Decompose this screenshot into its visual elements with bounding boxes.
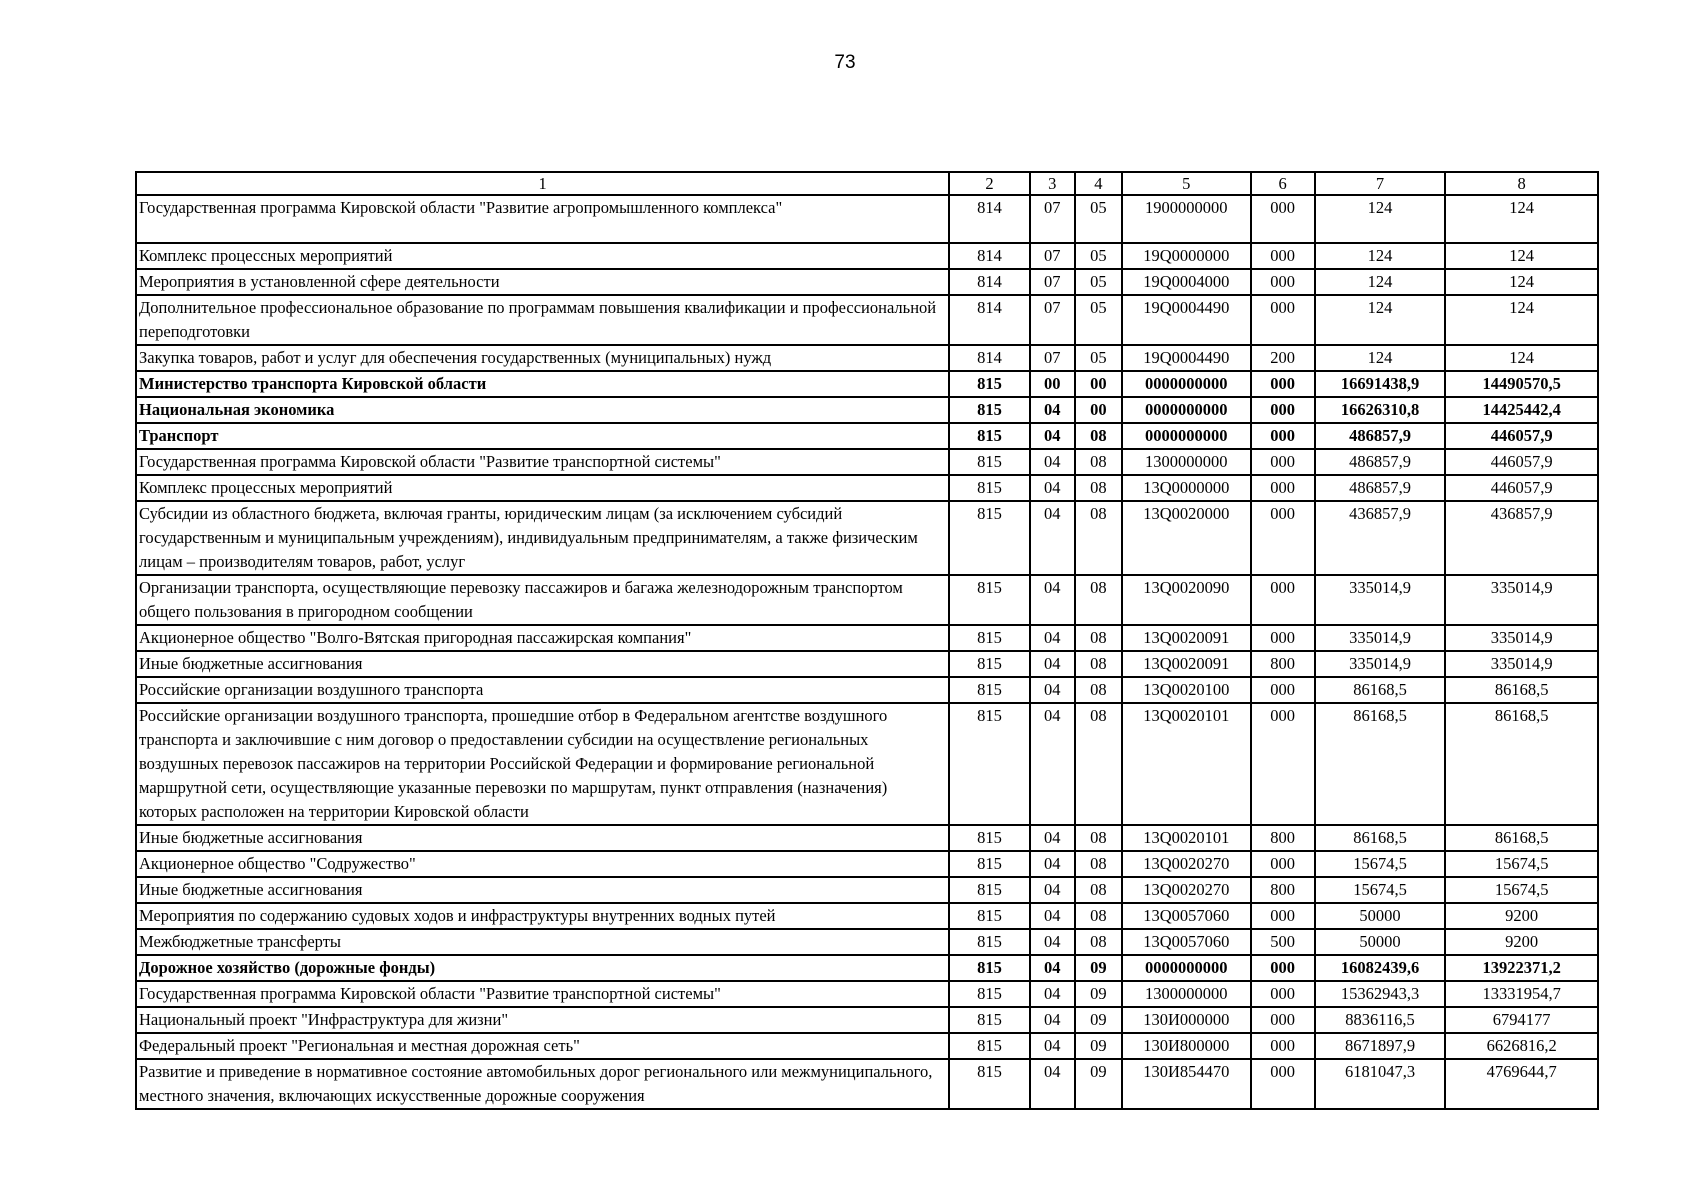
amount-year2-cell: 335014,9 (1445, 625, 1598, 651)
expense-type-cell: 000 (1251, 955, 1315, 981)
header-cell-6: 6 (1251, 172, 1315, 195)
amount-year1-cell: 124 (1315, 269, 1446, 295)
ministry-code-cell: 815 (949, 1059, 1029, 1109)
section-cell: 04 (1030, 423, 1075, 449)
expense-type-cell: 000 (1251, 371, 1315, 397)
amount-year1-cell: 16691438,9 (1315, 371, 1446, 397)
subsection-cell: 09 (1075, 1059, 1122, 1109)
table-row (136, 981, 1598, 1007)
amount-year1-cell: 335014,9 (1315, 625, 1446, 651)
section-cell: 04 (1030, 981, 1075, 1007)
expense-type-cell: 000 (1251, 1059, 1315, 1109)
subsection-cell: 05 (1075, 195, 1122, 243)
section-cell: 04 (1030, 449, 1075, 475)
target-article-cell: 13Q0020000 (1122, 501, 1251, 575)
amount-year2-cell: 86168,5 (1445, 825, 1598, 851)
row-name-cell: Российские организации воздушного транспорта (136, 677, 949, 703)
row-name-cell: Транспорт (136, 423, 949, 449)
amount-year1-cell: 15674,5 (1315, 851, 1446, 877)
ministry-code-cell: 815 (949, 449, 1029, 475)
ministry-code-cell: 815 (949, 1033, 1029, 1059)
header-cell-1: 1 (136, 172, 949, 195)
amount-year1-cell: 124 (1315, 195, 1446, 243)
subsection-cell: 05 (1075, 243, 1122, 269)
target-article-cell: 19Q0004490 (1122, 295, 1251, 345)
expense-type-cell: 000 (1251, 475, 1315, 501)
subsection-cell: 08 (1075, 825, 1122, 851)
amount-year2-cell: 14425442,4 (1445, 397, 1598, 423)
table-row (136, 475, 1598, 501)
target-article-cell: 13Q0020101 (1122, 703, 1251, 825)
target-article-cell: 13Q0020270 (1122, 877, 1251, 903)
amount-year1-cell: 15674,5 (1315, 877, 1446, 903)
amount-year2-cell: 6794177 (1445, 1007, 1598, 1033)
amount-year2-cell: 13922371,2 (1445, 955, 1598, 981)
subsection-cell: 00 (1075, 397, 1122, 423)
target-article-cell: 19Q0004000 (1122, 269, 1251, 295)
header-cell-3: 3 (1030, 172, 1075, 195)
amount-year1-cell: 16626310,8 (1315, 397, 1446, 423)
budget-table (135, 171, 1599, 1110)
table-row (136, 955, 1598, 981)
subsection-cell: 08 (1075, 501, 1122, 575)
row-name-cell: Межбюджетные трансферты (136, 929, 949, 955)
table-row (136, 269, 1598, 295)
expense-type-cell: 000 (1251, 1007, 1315, 1033)
subsection-cell: 08 (1075, 677, 1122, 703)
amount-year1-cell: 436857,9 (1315, 501, 1446, 575)
ministry-code-cell: 815 (949, 1007, 1029, 1033)
target-article-cell: 13Q0020101 (1122, 825, 1251, 851)
ministry-code-cell: 815 (949, 575, 1029, 625)
amount-year2-cell: 124 (1445, 243, 1598, 269)
target-article-cell: 13Q0020100 (1122, 677, 1251, 703)
amount-year2-cell: 13331954,7 (1445, 981, 1598, 1007)
ministry-code-cell: 815 (949, 625, 1029, 651)
expense-type-cell: 800 (1251, 825, 1315, 851)
target-article-cell: 0000000000 (1122, 397, 1251, 423)
section-cell: 04 (1030, 903, 1075, 929)
header-cell-5: 5 (1122, 172, 1251, 195)
section-cell: 04 (1030, 501, 1075, 575)
amount-year2-cell: 446057,9 (1445, 475, 1598, 501)
expense-type-cell: 000 (1251, 295, 1315, 345)
section-cell: 04 (1030, 955, 1075, 981)
amount-year1-cell: 486857,9 (1315, 449, 1446, 475)
section-cell: 07 (1030, 269, 1075, 295)
target-article-cell: 13Q0057060 (1122, 903, 1251, 929)
expense-type-cell: 000 (1251, 1033, 1315, 1059)
section-cell: 07 (1030, 295, 1075, 345)
ministry-code-cell: 815 (949, 703, 1029, 825)
ministry-code-cell: 814 (949, 345, 1029, 371)
table-row (136, 575, 1598, 625)
amount-year1-cell: 335014,9 (1315, 651, 1446, 677)
amount-year1-cell: 6181047,3 (1315, 1059, 1446, 1109)
expense-type-cell: 000 (1251, 625, 1315, 651)
row-name-cell: Российские организации воздушного транспорта, прошедшие отбор в Федеральном агентстве воздушного транспорта и заключившие с ним договор о предоставлении субсидии на осуществление региональных воздушных перевозок пассажиров на территории Российской Федерации и формирование региональной маршрутной сети, осуществляющие указанные перевозки по маршрутам, пункт отправления (назначения) которых расположен на территории Кировской области (136, 703, 949, 825)
amount-year2-cell: 124 (1445, 269, 1598, 295)
ministry-code-cell: 815 (949, 397, 1029, 423)
ministry-code-cell: 815 (949, 677, 1029, 703)
ministry-code-cell: 814 (949, 269, 1029, 295)
section-cell: 00 (1030, 371, 1075, 397)
row-name-cell: Дорожное хозяйство (дорожные фонды) (136, 955, 949, 981)
target-article-cell: 0000000000 (1122, 955, 1251, 981)
table-row (136, 903, 1598, 929)
target-article-cell: 19Q0000000 (1122, 243, 1251, 269)
amount-year2-cell: 6626816,2 (1445, 1033, 1598, 1059)
table-row (136, 651, 1598, 677)
table-row (136, 371, 1598, 397)
row-name-cell: Дополнительное профессиональное образование по программам повышения квалификации и профессиональной переподготовки (136, 295, 949, 345)
amount-year2-cell: 15674,5 (1445, 877, 1598, 903)
ministry-code-cell: 815 (949, 825, 1029, 851)
target-article-cell: 13Q0020090 (1122, 575, 1251, 625)
header-cell-2: 2 (949, 172, 1029, 195)
ministry-code-cell: 815 (949, 981, 1029, 1007)
row-name-cell: Субсидии из областного бюджета, включая гранты, юридическим лицам (за исключением субсидий государственным и муниципальным учреждениям), индивидуальным предпринимателям, а также физическим лицам – производителям товаров, работ, услуг (136, 501, 949, 575)
header-cell-8: 8 (1445, 172, 1598, 195)
row-name-cell: Национальный проект "Инфраструктура для жизни" (136, 1007, 949, 1033)
subsection-cell: 09 (1075, 1033, 1122, 1059)
subsection-cell: 09 (1075, 955, 1122, 981)
subsection-cell: 08 (1075, 877, 1122, 903)
table-body (136, 195, 1598, 1109)
table-row (136, 625, 1598, 651)
table-row (136, 397, 1598, 423)
amount-year2-cell: 9200 (1445, 903, 1598, 929)
expense-type-cell: 000 (1251, 903, 1315, 929)
expense-type-cell: 000 (1251, 243, 1315, 269)
table-row (136, 1007, 1598, 1033)
section-cell: 04 (1030, 703, 1075, 825)
amount-year1-cell: 124 (1315, 295, 1446, 345)
ministry-code-cell: 814 (949, 295, 1029, 345)
table-row (136, 501, 1598, 575)
ministry-code-cell: 815 (949, 929, 1029, 955)
table-row (136, 1059, 1598, 1109)
ministry-code-cell: 815 (949, 423, 1029, 449)
amount-year1-cell: 335014,9 (1315, 575, 1446, 625)
expense-type-cell: 000 (1251, 851, 1315, 877)
expense-type-cell: 000 (1251, 677, 1315, 703)
section-cell: 07 (1030, 345, 1075, 371)
amount-year1-cell: 124 (1315, 345, 1446, 371)
amount-year2-cell: 124 (1445, 295, 1598, 345)
expense-type-cell: 000 (1251, 575, 1315, 625)
amount-year1-cell: 86168,5 (1315, 703, 1446, 825)
subsection-cell: 08 (1075, 449, 1122, 475)
target-article-cell: 0000000000 (1122, 371, 1251, 397)
target-article-cell: 13Q0020091 (1122, 625, 1251, 651)
section-cell: 07 (1030, 195, 1075, 243)
amount-year1-cell: 486857,9 (1315, 475, 1446, 501)
amount-year1-cell: 15362943,3 (1315, 981, 1446, 1007)
ministry-code-cell: 815 (949, 877, 1029, 903)
header-cell-4: 4 (1075, 172, 1122, 195)
ministry-code-cell: 815 (949, 371, 1029, 397)
section-cell: 04 (1030, 1007, 1075, 1033)
subsection-cell: 08 (1075, 423, 1122, 449)
row-name-cell: Федеральный проект "Региональная и местная дорожная сеть" (136, 1033, 949, 1059)
expense-type-cell: 000 (1251, 397, 1315, 423)
row-name-cell: Комплекс процессных мероприятий (136, 243, 949, 269)
header-cell-7: 7 (1315, 172, 1446, 195)
expense-type-cell: 000 (1251, 449, 1315, 475)
subsection-cell: 08 (1075, 703, 1122, 825)
table-row (136, 195, 1598, 243)
expense-type-cell: 800 (1251, 651, 1315, 677)
section-cell: 04 (1030, 677, 1075, 703)
section-cell: 04 (1030, 1033, 1075, 1059)
subsection-cell: 09 (1075, 1007, 1122, 1033)
subsection-cell: 08 (1075, 929, 1122, 955)
amount-year2-cell: 335014,9 (1445, 575, 1598, 625)
ministry-code-cell: 815 (949, 475, 1029, 501)
amount-year2-cell: 335014,9 (1445, 651, 1598, 677)
section-cell: 04 (1030, 929, 1075, 955)
section-cell: 04 (1030, 575, 1075, 625)
row-name-cell: Национальная экономика (136, 397, 949, 423)
table-row (136, 449, 1598, 475)
section-cell: 04 (1030, 1059, 1075, 1109)
table-row (136, 345, 1598, 371)
ministry-code-cell: 814 (949, 243, 1029, 269)
subsection-cell: 08 (1075, 575, 1122, 625)
row-name-cell: Мероприятия в установленной сфере деятельности (136, 269, 949, 295)
target-article-cell: 1300000000 (1122, 981, 1251, 1007)
row-name-cell: Иные бюджетные ассигнования (136, 825, 949, 851)
row-name-cell: Акционерное общество "Волго-Вятская пригородная пассажирская компания" (136, 625, 949, 651)
amount-year1-cell: 86168,5 (1315, 677, 1446, 703)
target-article-cell: 130И000000 (1122, 1007, 1251, 1033)
expense-type-cell: 000 (1251, 195, 1315, 243)
amount-year1-cell: 16082439,6 (1315, 955, 1446, 981)
amount-year1-cell: 124 (1315, 243, 1446, 269)
subsection-cell: 05 (1075, 295, 1122, 345)
amount-year1-cell: 50000 (1315, 903, 1446, 929)
subsection-cell: 08 (1075, 851, 1122, 877)
amount-year2-cell: 9200 (1445, 929, 1598, 955)
target-article-cell: 1900000000 (1122, 195, 1251, 243)
row-name-cell: Министерство транспорта Кировской области (136, 371, 949, 397)
row-name-cell: Государственная программа Кировской области "Развитие транспортной системы" (136, 449, 949, 475)
section-cell: 04 (1030, 877, 1075, 903)
target-article-cell: 13Q0000000 (1122, 475, 1251, 501)
amount-year1-cell: 486857,9 (1315, 423, 1446, 449)
expense-type-cell: 000 (1251, 423, 1315, 449)
expense-type-cell: 000 (1251, 501, 1315, 575)
ministry-code-cell: 815 (949, 501, 1029, 575)
row-name-cell: Акционерное общество "Содружество" (136, 851, 949, 877)
subsection-cell: 05 (1075, 345, 1122, 371)
target-article-cell: 130И800000 (1122, 1033, 1251, 1059)
table-row (136, 877, 1598, 903)
amount-year2-cell: 86168,5 (1445, 677, 1598, 703)
amount-year2-cell: 86168,5 (1445, 703, 1598, 825)
subsection-cell: 08 (1075, 903, 1122, 929)
table-row (136, 703, 1598, 825)
section-cell: 04 (1030, 475, 1075, 501)
table-row (136, 929, 1598, 955)
amount-year1-cell: 8671897,9 (1315, 1033, 1446, 1059)
target-article-cell: 19Q0004490 (1122, 345, 1251, 371)
page-number: 73 (834, 52, 856, 73)
expense-type-cell: 800 (1251, 877, 1315, 903)
row-name-cell: Мероприятия по содержанию судовых ходов и инфраструктуры внутренних водных путей (136, 903, 949, 929)
table-row (136, 1033, 1598, 1059)
expense-type-cell: 500 (1251, 929, 1315, 955)
row-name-cell: Государственная программа Кировской области "Развитие агропромышленного комплекса" (136, 195, 949, 243)
target-article-cell: 1300000000 (1122, 449, 1251, 475)
amount-year2-cell: 446057,9 (1445, 423, 1598, 449)
amount-year2-cell: 14490570,5 (1445, 371, 1598, 397)
amount-year1-cell: 8836116,5 (1315, 1007, 1446, 1033)
section-cell: 07 (1030, 243, 1075, 269)
amount-year2-cell: 4769644,7 (1445, 1059, 1598, 1109)
section-cell: 04 (1030, 851, 1075, 877)
target-article-cell: 13Q0020270 (1122, 851, 1251, 877)
row-name-cell: Комплекс процессных мероприятий (136, 475, 949, 501)
table-header-row (136, 172, 1598, 195)
expense-type-cell: 000 (1251, 269, 1315, 295)
section-cell: 04 (1030, 625, 1075, 651)
table-row (136, 423, 1598, 449)
subsection-cell: 09 (1075, 981, 1122, 1007)
expense-type-cell: 000 (1251, 703, 1315, 825)
subsection-cell: 08 (1075, 475, 1122, 501)
table-row (136, 243, 1598, 269)
expense-type-cell: 200 (1251, 345, 1315, 371)
table-row (136, 851, 1598, 877)
subsection-cell: 08 (1075, 651, 1122, 677)
row-name-cell: Организации транспорта, осуществляющие перевозку пассажиров и багажа железнодорожным транспортом общего пользования в пригородном сообщении (136, 575, 949, 625)
expense-type-cell: 000 (1251, 981, 1315, 1007)
ministry-code-cell: 815 (949, 851, 1029, 877)
ministry-code-cell: 815 (949, 955, 1029, 981)
amount-year1-cell: 50000 (1315, 929, 1446, 955)
ministry-code-cell: 815 (949, 903, 1029, 929)
target-article-cell: 13Q0020091 (1122, 651, 1251, 677)
table-row (136, 825, 1598, 851)
amount-year2-cell: 124 (1445, 345, 1598, 371)
row-name-cell: Иные бюджетные ассигнования (136, 651, 949, 677)
amount-year2-cell: 446057,9 (1445, 449, 1598, 475)
ministry-code-cell: 815 (949, 651, 1029, 677)
row-name-cell: Государственная программа Кировской области "Развитие транспортной системы" (136, 981, 949, 1007)
amount-year2-cell: 436857,9 (1445, 501, 1598, 575)
section-cell: 04 (1030, 397, 1075, 423)
subsection-cell: 00 (1075, 371, 1122, 397)
row-name-cell: Закупка товаров, работ и услуг для обеспечения государственных (муниципальных) нужд (136, 345, 949, 371)
target-article-cell: 13Q0057060 (1122, 929, 1251, 955)
amount-year1-cell: 86168,5 (1315, 825, 1446, 851)
ministry-code-cell: 814 (949, 195, 1029, 243)
table-row (136, 295, 1598, 345)
row-name-cell: Развитие и приведение в нормативное состояние автомобильных дорог регионального или межмуниципального, местного значения, включающих искусственные дорожные сооружения (136, 1059, 949, 1109)
target-article-cell: 0000000000 (1122, 423, 1251, 449)
subsection-cell: 08 (1075, 625, 1122, 651)
section-cell: 04 (1030, 651, 1075, 677)
amount-year2-cell: 124 (1445, 195, 1598, 243)
subsection-cell: 05 (1075, 269, 1122, 295)
table-row (136, 677, 1598, 703)
section-cell: 04 (1030, 825, 1075, 851)
target-article-cell: 130И854470 (1122, 1059, 1251, 1109)
row-name-cell: Иные бюджетные ассигнования (136, 877, 949, 903)
amount-year2-cell: 15674,5 (1445, 851, 1598, 877)
